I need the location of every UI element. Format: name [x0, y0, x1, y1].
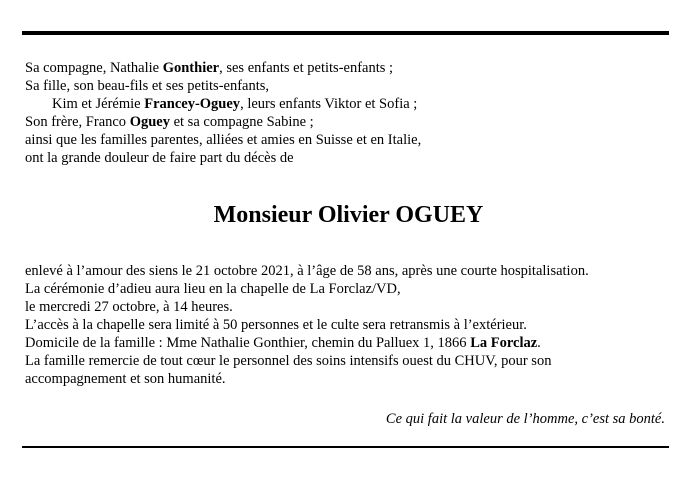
detail-line: accompagnement et son humanité. — [25, 371, 226, 387]
intro-line: Kim et Jérémie Francey-Oguey, leurs enfants Viktor et Sofia ; — [52, 96, 418, 112]
intro-line: ont la grande douleur de faire part du décès de — [25, 150, 294, 166]
intro-line: Sa fille, son beau-fils et ses petits-enfants, — [25, 78, 270, 94]
top-rule — [22, 31, 669, 35]
closing-motto: Ce qui fait la valeur de l’homme, c’est sa bonté. — [385, 411, 665, 427]
intro-line: Son frère, Franco Oguey et sa compagne Sabine ; — [25, 114, 314, 130]
detail-line: La cérémonie d’adieu aura lieu en la chapelle de La Forclaz/VD, — [25, 281, 401, 297]
detail-line: La famille remercie de tout cœur le personnel des soins intensifs ouest du CHUV, pour son — [25, 353, 552, 369]
deceased-name: Monsieur Olivier OGUEY — [213, 202, 484, 228]
detail-line: enlevé à l’amour des siens le 21 octobre 2021, à l’âge de 58 ans, après une courte hospitalisation. — [25, 263, 589, 279]
detail-line: le mercredi 27 octobre, à 14 heures. — [25, 299, 233, 315]
bottom-rule — [22, 446, 669, 448]
detail-line: L’accès à la chapelle sera limité à 50 personnes et le culte sera retransmis à l’extérieur. — [25, 317, 527, 333]
intro-line: Sa compagne, Nathalie Gonthier, ses enfants et petits-enfants ; — [25, 60, 394, 76]
announcement-details — [25, 262, 665, 388]
intro-line: ainsi que les familles parentes, alliées et amies en Suisse et en Italie, — [25, 132, 422, 148]
announcement-intro — [25, 59, 665, 167]
detail-line: Domicile de la famille : Mme Nathalie Gonthier, chemin du Palluex 1, 1866 La Forclaz. — [25, 335, 541, 351]
